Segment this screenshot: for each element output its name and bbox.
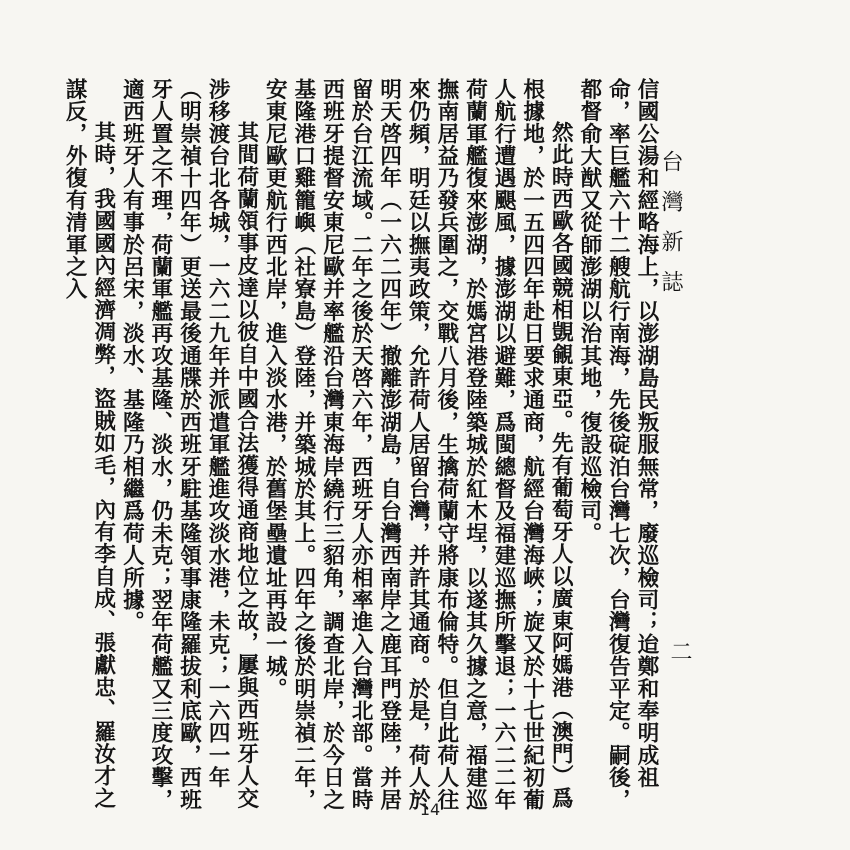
paragraph-3: 其間荷蘭領事皮達以彼自中國合法獲得通商地位之故，屢與西班牙人交涉移渡台北各城，一六二九年并派遣軍艦進攻淡水港，未克；一六四一年（明崇禎十四年）更送最後通牒於西班牙駐基隆領事康隆羅拔利底歐，西班牙人置之不理，荷蘭軍艦再攻基隆、淡水，仍未克；翌年荷艦又三度攻擊，適西班牙人有事於呂宋，淡水、基隆乃相繼爲荷人所據。 — [119, 78, 259, 811]
page-number: 14 — [419, 800, 441, 819]
running-header-page-marker: 二 — [667, 640, 692, 662]
vertical-body-text — [62, 78, 660, 818]
paragraph-1: 信國公湯和經略海上，以澎湖島民叛服無常，廢巡檢司；迨鄭和奉明成祖命，率巨艦六十二艘航行南海，先後碇泊台灣七次，台灣復告平定。嗣後，都督俞大猷又從師澎湖以治其地，復設巡檢司。 — [576, 78, 659, 811]
running-header-title: 台灣新誌 — [658, 150, 683, 310]
paragraph-4: 其時，我國國內經濟凋弊，盜賊如毛，內有李自成、張獻忠、羅汝才之謀反，外復有清軍之入 — [62, 78, 116, 810]
paragraph-2: 然此時西歐各國競相覬覦東亞。先有葡萄牙人以廣東阿媽港（澳門）爲根據地，於一五四四年赴日要求通商，航經台灣海峽；旋又於十七世紀初葡人航行遭遇颶風，據澎湖以避難，爲閩總督及福建巡撫所擊退；一六二二年荷蘭軍艦復來澎湖，於媽宮港登陸築城於紅木埕，以遂其久據之意，福建巡撫南居益乃發兵圍之，交戰八月後，生擒荷蘭守將康布倫特。但自此荷人往來仍頻，明廷以撫夷政策，允許荷人居留台灣，并許其通商。於是，荷人於明天啓四年（一六二四年）撤離澎湖島，自台灣西南岸之鹿耳門登陸，并居留於台江流域。二年之後於天啓六年，西班牙人亦相率進入台灣北部。當時西班牙提督安東尼歐并率艦沿台灣東海岸繞行三貂角，調查北岸，於今日之基隆港口雞籠嶼（社寮島）登陸，并築城於其上。四年之後於明崇禎二年，安東尼歐更航行西北岸，進入淡水港，於舊堡壘遺址再設一城。 — [262, 78, 574, 811]
